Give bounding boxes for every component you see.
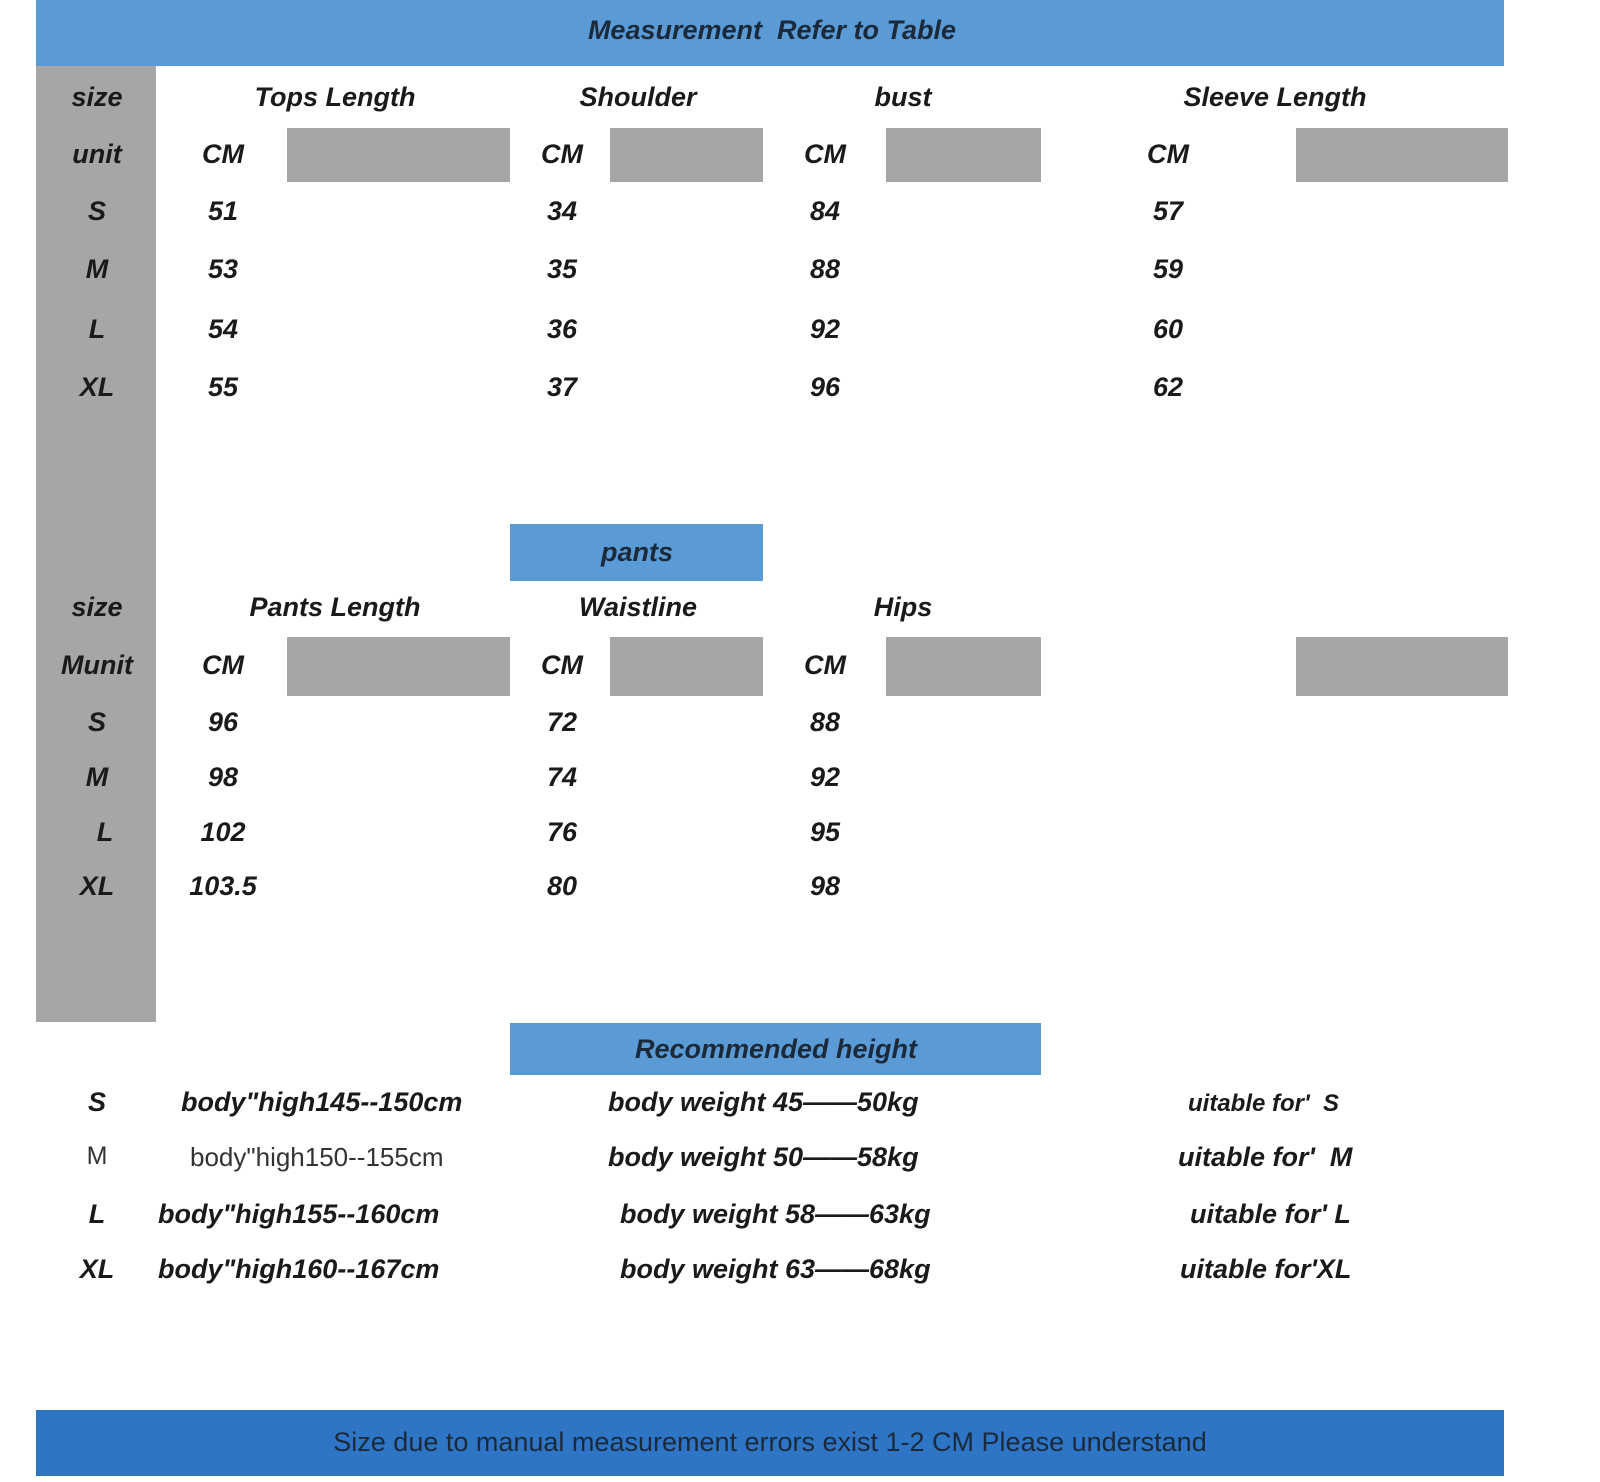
rec-size: L <box>88 1199 106 1229</box>
column-header: Tops Length <box>254 82 416 112</box>
table-cell: 35 <box>546 254 578 284</box>
column-header: Waistline <box>578 592 698 622</box>
column-header: Sleeve Length <box>1183 82 1367 112</box>
table-cell: 57 <box>1152 196 1184 226</box>
table-cell: 60 <box>1152 314 1184 344</box>
table-cell: 92 <box>809 762 841 792</box>
table-cell: 74 <box>546 762 578 792</box>
row-label: size <box>71 592 123 622</box>
column-header: Pants Length <box>249 592 421 622</box>
unit-label: CM <box>202 650 244 680</box>
unit-block <box>886 637 1041 696</box>
rec-suitable: uitable for' L <box>1190 1199 1351 1229</box>
table-cell: 88 <box>809 707 841 737</box>
rec-size: S <box>87 1087 107 1117</box>
table-cell: 102 <box>200 817 246 847</box>
table-cell: 98 <box>207 762 239 792</box>
unit-label: CM <box>541 650 583 680</box>
unit-block <box>610 637 763 696</box>
row-label: S <box>87 196 107 226</box>
table-cell: 36 <box>546 314 578 344</box>
table-cell: 62 <box>1152 372 1184 402</box>
footer-note: Size due to manual measurement errors exist 1-2 CM Please understand <box>333 1427 1207 1457</box>
unit-label: CM <box>804 139 846 169</box>
table-cell: 76 <box>546 817 578 847</box>
rec-suitable: uitable for' M <box>1178 1142 1353 1172</box>
column-header: Shoulder <box>579 82 697 112</box>
table-cell: 59 <box>1152 254 1184 284</box>
unit-label: CM <box>1147 139 1189 169</box>
unit-label: CM <box>541 139 583 169</box>
table-cell: 92 <box>809 314 841 344</box>
rec-suitable: uitable for'XL <box>1180 1254 1352 1284</box>
row-label: XL <box>79 871 115 901</box>
row-label: S <box>87 707 107 737</box>
recommended-banner-label: Recommended height <box>634 1034 918 1064</box>
page-title: Measurement Refer to Table <box>587 15 957 45</box>
column-header: Hips <box>873 592 933 622</box>
table-cell: 54 <box>207 314 239 344</box>
rec-height: body"high145--150cm <box>181 1087 463 1117</box>
column-header: bust <box>874 82 932 112</box>
table-cell: 37 <box>546 372 578 402</box>
unit-block <box>287 637 510 696</box>
row-label: Munit <box>61 650 133 680</box>
rec-size: M <box>86 1142 108 1170</box>
unit-block <box>1296 128 1508 182</box>
table-cell: 95 <box>809 817 841 847</box>
table-cell: 98 <box>809 871 841 901</box>
row-label: size <box>71 82 123 112</box>
row-label: XL <box>79 372 115 402</box>
rec-suitable: uitable for' S <box>1188 1090 1340 1117</box>
unit-label: CM <box>804 650 846 680</box>
table-cell: 72 <box>546 707 578 737</box>
rec-size: XL <box>79 1254 115 1284</box>
table-cell: 88 <box>809 254 841 284</box>
pants-banner-label: pants <box>600 537 674 567</box>
unit-block <box>1296 637 1508 696</box>
rec-weight: body weight 45——50kg <box>608 1087 919 1117</box>
row-label: unit <box>72 139 122 169</box>
table-cell: 84 <box>809 196 841 226</box>
table-cell: 34 <box>546 196 578 226</box>
rec-height: body"high155--160cm <box>158 1199 440 1229</box>
unit-block <box>886 128 1041 182</box>
table-cell: 96 <box>207 707 239 737</box>
unit-block <box>610 128 763 182</box>
row-label: M <box>85 762 109 792</box>
unit-label: CM <box>202 139 244 169</box>
unit-block <box>287 128 510 182</box>
table-cell: 53 <box>207 254 239 284</box>
rec-height: body"high160--167cm <box>158 1254 440 1284</box>
rec-weight: body weight 50——58kg <box>608 1142 919 1172</box>
rec-weight: body weight 58——63kg <box>620 1199 931 1229</box>
row-label: L <box>88 314 106 344</box>
table-cell: 51 <box>207 196 239 226</box>
table-cell: 55 <box>207 372 239 402</box>
table-cell: 103.5 <box>189 871 257 901</box>
row-label: M <box>85 254 109 284</box>
table-cell: 96 <box>809 372 841 402</box>
table-cell: 80 <box>546 871 578 901</box>
row-label: L <box>96 817 114 847</box>
rec-height: body"high150--155cm <box>190 1142 444 1172</box>
rec-weight: body weight 63——68kg <box>620 1254 931 1284</box>
